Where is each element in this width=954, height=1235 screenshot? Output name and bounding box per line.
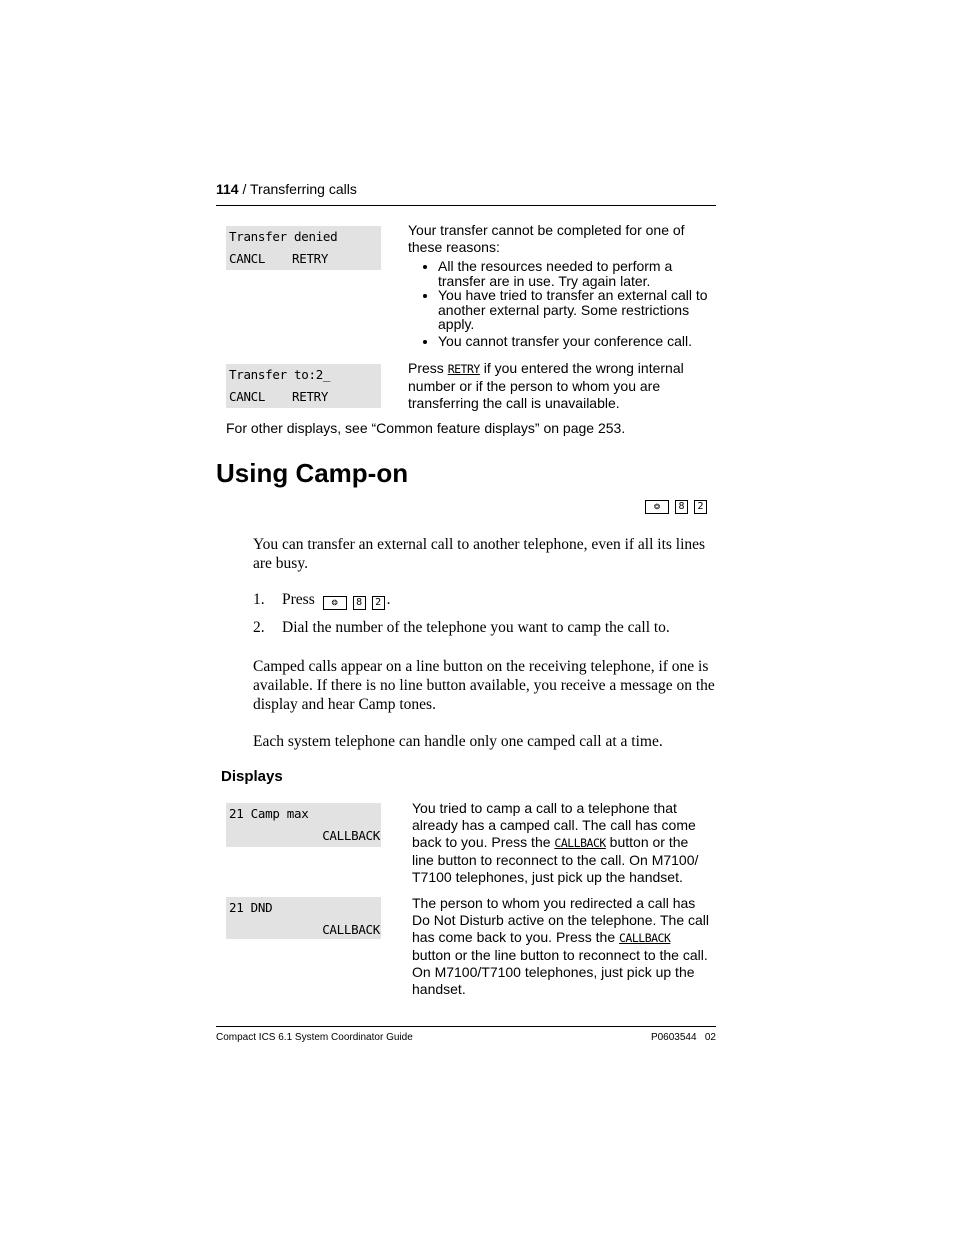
step-suffix: . [386,591,391,608]
feature-code-keys [645,500,707,514]
digit-key: 2 [372,596,385,610]
retry-key-ref: RETRY [447,362,480,376]
desc-text: if you entered the wrong internal number or if the person to whom you are transferring the call is unavailable. [408,360,684,411]
desc-text: You tried to camp a call to a telephone that already has a camped call. The call has come back to you. Press the [412,800,696,850]
feature-key-icon: ❂ [645,500,669,514]
section-name: / Transferring calls [238,181,357,197]
desc-text: button or the line button to reconnect to the call. On M7100/ T7100 telephones, just pick up the handset. [412,834,699,885]
digit-key: 8 [675,500,688,514]
display-transfer-denied [226,226,381,270]
softkey-callback[interactable]: CALLBACK [322,828,380,843]
softkey-retry[interactable]: RETRY [292,389,329,404]
display-line1: 21 Camp max [229,806,309,821]
page-footer [216,1026,716,1043]
camped-calls-paragraph: Camped calls appear on a line button on the receiving telephone, if one is available. If there is no line button available, you receive a message on the display and hear Camp tones. [253,658,715,713]
displays-heading: Displays [221,768,283,785]
digit-key: 8 [353,596,366,610]
step-1 [253,591,390,609]
display-softkeys [226,248,381,270]
display-line1: Transfer denied [229,229,338,244]
step-number: 2. [253,619,265,636]
page-number: 114 [216,181,239,197]
desc-text: Press [408,360,448,376]
display-softkeys [226,386,381,408]
step-2 [253,619,670,637]
document-number: P0603544 02 [650,1032,716,1043]
callback-key-ref: CALLBACK [554,836,606,850]
feature-key-icon: ❂ [323,596,347,610]
cross-reference-note: For other displays, see “Common feature displays” on page 253. [226,420,626,436]
page-header [216,181,716,206]
softkey-cancl[interactable]: CANCL [229,251,266,266]
step-text: Press [282,591,315,608]
step-number: 1. [253,591,265,608]
display-line1: Transfer to:2_ [229,367,331,382]
display2-description [408,360,708,412]
callback-key-ref: CALLBACK [619,931,671,945]
desc-text: button or the line button to reconnect to the call. On M7100/T7100 telephones, just pick up the handset. [412,947,708,997]
list-item: • You have tried to transfer an external call to another external party. Some restrictions apply. [438,288,713,332]
list-item: • All the resources needed to perform a transfer are in use. Try again later. [438,259,713,288]
digit-key: 2 [694,500,707,514]
guide-title: Compact ICS 6.1 System Coordinator Guide [216,1032,413,1043]
display-line1: 21 DND [229,900,273,915]
list-item: • You cannot transfer your conference call. [438,334,713,349]
display1-intro: Your transfer cannot be completed for one of these reasons: [408,222,685,255]
softkey-retry[interactable]: RETRY [292,251,329,266]
limit-paragraph: Each system telephone can handle only one camped call at a time. [253,733,663,750]
display-camp-max [226,803,381,847]
step-text: Dial the number of the telephone you want to camp the call to. [282,619,670,636]
display4-description [412,895,712,998]
section-title: Using Camp-on [216,458,409,488]
display3-description [412,800,712,886]
display-dnd [226,897,381,939]
display1-description [408,222,713,348]
display-transfer-to [226,364,381,408]
softkey-cancl[interactable]: CANCL [229,389,266,404]
intro-paragraph: You can transfer an external call to another telephone, even if all its lines are busy. [253,536,706,572]
reasons-list [408,259,713,348]
desc-text: The person to whom you redirected a call has Do Not Disturb active on the telephone. The call has come back to you. Press the [412,895,710,945]
inline-feature-keys [323,596,385,610]
softkey-callback[interactable]: CALLBACK [322,922,380,937]
